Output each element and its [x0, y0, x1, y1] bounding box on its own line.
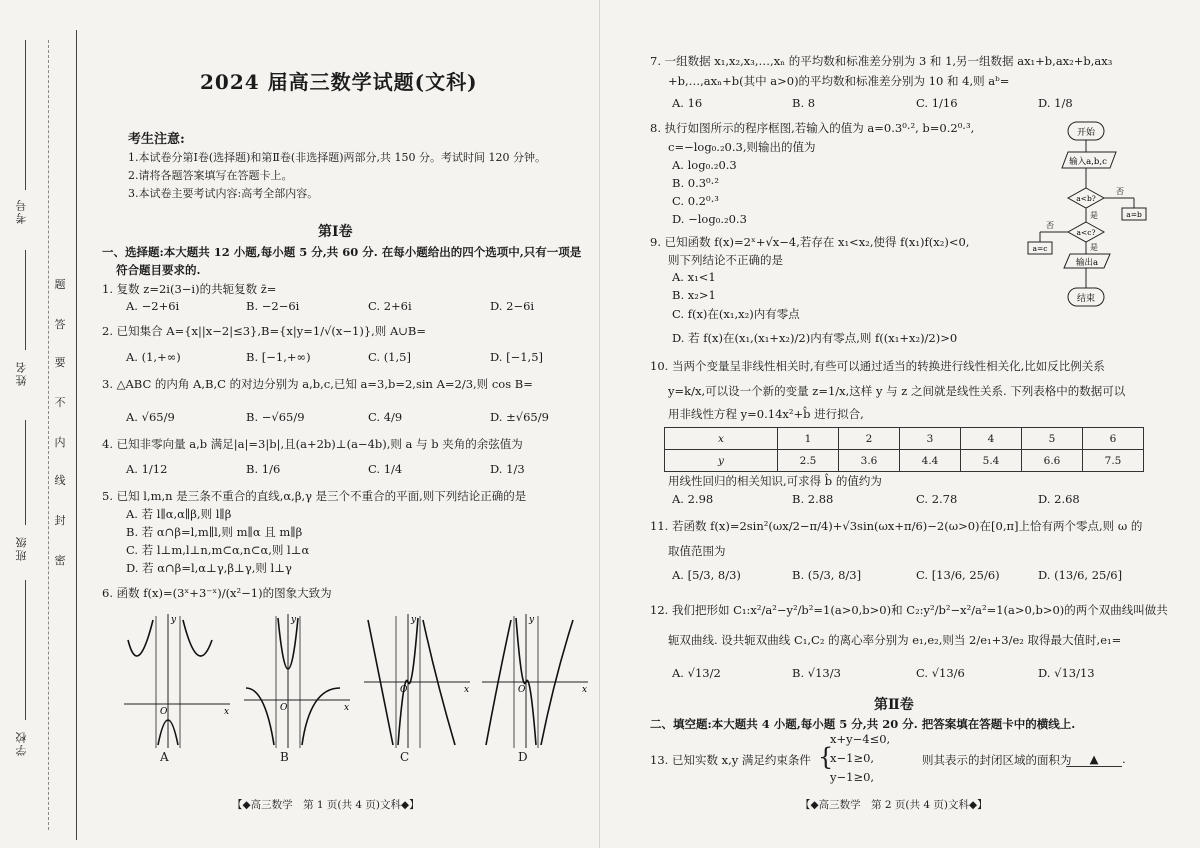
- origin-label: O: [280, 703, 288, 713]
- field-class: 班级: [15, 535, 28, 561]
- question-stem: 取值范围为: [668, 544, 726, 558]
- binding-strip: [0, 0, 78, 848]
- graph-label: A: [160, 750, 169, 764]
- table-cell: 5: [1022, 428, 1083, 450]
- question-stem: 12. 我们把形如 C₁:x²/a²−y²/b²=1(a>0,b>0)和 C₂:y²/b²−x²/a²=1(a>0,b>0)的两个双曲线叫做共: [650, 603, 1168, 617]
- question-option: D. 1/3: [490, 462, 525, 476]
- question-option: A. (1,+∞): [126, 350, 181, 364]
- graph-option-a: [120, 610, 232, 750]
- question-stem: 6. 函数 f(x)=(3ˣ+3⁻ˣ)/(x²−1)的图象大致为: [102, 586, 332, 600]
- question-stem: 则下列结论不正确的是: [668, 253, 783, 267]
- question-option: C. 1/16: [916, 96, 958, 110]
- field-line: [25, 420, 26, 525]
- table-cell: 6: [1083, 428, 1144, 450]
- question-stem: +b,…,axₙ+b(其中 a>0)的平均数和标准差分别为 10 和 4,则 aᵇ=: [668, 74, 1010, 88]
- notice-item: 3.本试卷主要考试内容:高考全部内容。: [128, 187, 319, 200]
- seal-char: 答: [54, 318, 66, 331]
- table-cell: 2: [839, 428, 900, 450]
- graph-option-c: [360, 610, 472, 750]
- question-option: B. 8: [792, 96, 816, 110]
- seal-char: 题: [54, 278, 66, 291]
- seal-char: 线: [54, 474, 66, 487]
- question-option: C. 2+6i: [368, 299, 412, 313]
- origin-label: O: [160, 707, 168, 717]
- table-cell: 1: [778, 428, 839, 450]
- question-option: A. 若 l∥α,α∥β,则 l∥β: [126, 507, 232, 521]
- section-one-instruction: 符合题目要求的.: [116, 263, 201, 277]
- flow-no-2: 否: [1046, 221, 1054, 230]
- section-one-instruction: 一、选择题:本大题共 12 小题,每小题 5 分,共 60 分. 在每小题给出的四个选项中,只有一项是: [102, 245, 582, 259]
- question-option: B. [−1,+∞): [246, 350, 311, 364]
- notice-item: 2.请将各题答案填写在答题卡上。: [128, 169, 293, 182]
- question-option: A. −2+6i: [126, 299, 180, 313]
- question-option: B. −√65/9: [246, 410, 305, 424]
- question-stem: 用非线性方程 y=0.14x²+b̂ 进行拟合,: [668, 407, 864, 421]
- flow-output: 输出a: [1075, 258, 1099, 268]
- table-cell: 4: [961, 428, 1022, 450]
- graph-label: C: [400, 750, 410, 764]
- question-stem: 轭双曲线. 设共轭双曲线 C₁,C₂ 的离心率分别为 e₁,e₂,则当 2/e₁+3/e₂ 取得最大值时,e₁=: [668, 633, 1122, 647]
- notice-item: 1.本试卷分第Ⅰ卷(选择题)和第Ⅱ卷(非选择题)两部分,共 150 分。考试时间 120 分钟。: [128, 151, 546, 164]
- flow-yes-2: 是: [1090, 243, 1098, 252]
- question-option: D. 1/8: [1038, 96, 1073, 110]
- axis-label-x: x: [224, 707, 230, 717]
- question-option: B. (5/3, 8/3]: [792, 568, 862, 582]
- question-option: C. 0.2⁰·³: [672, 194, 719, 208]
- question-stem: y=k/x,可以设一个新的变量 z=1/x,这样 y 与 z 之间就是线性关系. 下列表格中的数据可以: [668, 384, 1126, 398]
- notice-heading: 考生注意:: [128, 132, 185, 147]
- question-stem: 8. 执行如图所示的程序框图,若输入的值为 a=0.3⁰·², b=0.2⁰·³,: [650, 121, 975, 135]
- question-option: C. 若 l⊥m,l⊥n,m⊂α,n⊂α,则 l⊥α: [126, 543, 310, 557]
- graph-option-d: [478, 610, 590, 750]
- question-option: B. √13/3: [792, 666, 841, 680]
- question-stem: 9. 已知函数 f(x)=2ˣ+√x−4,若存在 x₁<x₂,使得 f(x₁)f(x₂)<0,: [650, 235, 970, 249]
- flow-yes-1: 是: [1090, 211, 1098, 220]
- brace: {: [818, 743, 834, 771]
- axis-label-y: y: [171, 615, 177, 625]
- flow-assign-2: a=c: [1032, 244, 1048, 253]
- field-exam-number: 考号: [15, 198, 28, 224]
- page-footer: 【◆高三数学 第 1 页(共 4 页)文科◆】: [232, 799, 420, 811]
- question-option: A. √13/2: [672, 666, 721, 680]
- data-table: [664, 427, 1144, 472]
- question-option: A. 1/12: [126, 462, 168, 476]
- question-option: D. (13/6, 25/6]: [1038, 568, 1123, 582]
- question-option: A. 16: [672, 96, 703, 110]
- axis-label-x: x: [582, 685, 588, 695]
- axis-label-y: y: [411, 615, 417, 625]
- question-option: A. 2.98: [672, 492, 714, 506]
- question-option: A. x₁<1: [672, 270, 716, 284]
- constraint: x−1≥0,: [830, 751, 875, 765]
- question-option: D. [−1,5]: [490, 350, 544, 364]
- seal-char: 要: [54, 356, 66, 369]
- field-school: 学校: [15, 730, 28, 756]
- question-option: C. [13/6, 25/6): [916, 568, 1000, 582]
- question-stem: 4. 已知非零向量 a,b 满足|a|=3|b|,且(a+2b)⊥(a−4b),则 a 与 b 夹角的余弦值为: [102, 437, 523, 451]
- graph-label: D: [518, 750, 528, 764]
- field-name: 姓名: [15, 360, 28, 386]
- seal-char: 不: [54, 396, 66, 409]
- table-cell: 4.4: [900, 450, 961, 472]
- section-two-instruction: 二、填空题:本大题共 4 小题,每小题 5 分,共 20 分. 把答案填在答题卡中的横线上.: [650, 717, 1076, 731]
- flow-input: 输入a,b,c: [1069, 157, 1107, 167]
- origin-label: O: [518, 685, 526, 695]
- question-stem: 13. 已知实数 x,y 满足约束条件: [650, 753, 811, 767]
- flow-cond-2: a<c?: [1076, 228, 1096, 237]
- question-option: C. (1,5]: [368, 350, 411, 364]
- question-stem: 2. 已知集合 A={x||x−2|≤3},B={x|y=1/√(x−1)},则 A∪B=: [102, 324, 426, 338]
- graph-label: B: [280, 750, 289, 764]
- question-option: B. 2.88: [792, 492, 834, 506]
- page-footer: 【◆高三数学 第 2 页(共 4 页)文科◆】: [800, 799, 988, 811]
- question-stem: 则其表示的封闭区域的面积为: [922, 753, 1072, 767]
- binding-line: [76, 30, 77, 840]
- axis-label-x: x: [344, 703, 350, 713]
- question-option: A. [5/3, 8/3): [672, 568, 741, 582]
- question-option: A. log₀.₂0.3: [672, 158, 737, 172]
- table-cell: 3: [900, 428, 961, 450]
- volume-one-heading: 第Ⅰ卷: [318, 224, 353, 240]
- question-option: C. 2.78: [916, 492, 958, 506]
- question-option: B. 0.3⁰·²: [672, 176, 719, 190]
- question-option: D. √13/13: [1038, 666, 1095, 680]
- origin-label: O: [400, 685, 408, 695]
- question-stem: 5. 已知 l,m,n 是三条不重合的直线,α,β,γ 是三个不重合的平面,则下列结论正确的是: [102, 489, 527, 503]
- question-option: B. 1/6: [246, 462, 281, 476]
- axis-label-x: x: [464, 685, 470, 695]
- question-option: D. 2.68: [1038, 492, 1080, 506]
- question-option: D. 若 α∩β=l,α⊥γ,β⊥γ,则 l⊥γ: [126, 561, 292, 575]
- flow-end: 结束: [1076, 294, 1096, 304]
- question-option: B. −2−6i: [246, 299, 300, 313]
- constraint: y−1≥0,: [830, 770, 875, 784]
- table-row: [665, 428, 1144, 450]
- question-option: C. √13/6: [916, 666, 965, 680]
- question-option: C. 4/9: [368, 410, 403, 424]
- question-stem: 7. 一组数据 x₁,x₂,x₃,…,xₙ 的平均数和标准差分别为 3 和 1,另一组数据 ax₁+b,ax₂+b,ax₃: [650, 54, 1113, 68]
- question-stem: 11. 若函数 f(x)=2sin²(ωx/2−π/4)+√3sin(ωx+π/6)−2(ω>0)在[0,π]上恰有两个零点,则 ω 的: [650, 519, 1143, 533]
- table-cell: 2.5: [778, 450, 839, 472]
- table-header-y: y: [665, 450, 778, 472]
- question-stem: 10. 当两个变量呈非线性相关时,有些可以通过适当的转换进行线性相关化,比如反比例关系: [650, 359, 1105, 373]
- axis-label-y: y: [529, 615, 535, 625]
- question-option: C. 1/4: [368, 462, 403, 476]
- question-stem: 3. △ABC 的内角 A,B,C 的对边分别为 a,b,c,已知 a=3,b=2,sin A=2/3,则 cos B=: [102, 377, 533, 391]
- volume-two-heading: 第Ⅱ卷: [874, 697, 914, 713]
- flowchart: [1020, 118, 1160, 318]
- flow-no-1: 否: [1116, 187, 1124, 196]
- flow-start: 开始: [1076, 128, 1096, 138]
- question-option: B. x₂>1: [672, 288, 716, 302]
- question-option: D. ±√65/9: [490, 410, 549, 424]
- field-line: [25, 40, 26, 190]
- question-option: A. √65/9: [126, 410, 175, 424]
- field-line: [25, 250, 26, 350]
- answer-blank-mark: ▲: [1066, 752, 1122, 767]
- question-stem: 1. 复数 z=2i(3−i)的共轭复数 z̄=: [102, 282, 277, 296]
- exam-title: 2024 届高三数学试题(文科): [200, 70, 478, 94]
- question-option: D. 若 f(x)在(x₁,(x₁+x₂)/2)内有零点,则 f((x₁+x₂)/2)>0: [672, 331, 958, 345]
- table-cell: 6.6: [1022, 450, 1083, 472]
- question-option: B. 若 α∩β=l,m∥l,则 m∥α 且 m∥β: [126, 525, 303, 539]
- question-stem: c=−log₀.₂0.3,则输出的值为: [668, 140, 816, 154]
- seal-line: [48, 40, 49, 830]
- flow-assign-1: a=b: [1126, 210, 1142, 219]
- question-stem: 用线性回归的相关知识,可求得 b̂ 的值约为: [668, 474, 882, 488]
- graph-option-b: [240, 610, 352, 750]
- table-header-x: x: [665, 428, 778, 450]
- question-option: D. −log₀.₂0.3: [672, 212, 747, 226]
- field-line: [25, 580, 26, 720]
- question-option: D. 2−6i: [490, 299, 535, 313]
- constraint: x+y−4≤0,: [830, 732, 891, 746]
- seal-char: 密: [54, 554, 66, 567]
- axis-label-y: y: [291, 615, 297, 625]
- question-option: C. f(x)在(x₁,x₂)内有零点: [672, 307, 800, 321]
- flow-cond-1: a<b?: [1076, 194, 1096, 203]
- seal-char: 内: [54, 436, 66, 449]
- table-row: [665, 450, 1144, 472]
- table-cell: 3.6: [839, 450, 900, 472]
- seal-char: 封: [54, 514, 66, 527]
- table-cell: 5.4: [961, 450, 1022, 472]
- table-cell: 7.5: [1083, 450, 1144, 472]
- answer-blank[interactable]: ▲ .: [1066, 752, 1126, 767]
